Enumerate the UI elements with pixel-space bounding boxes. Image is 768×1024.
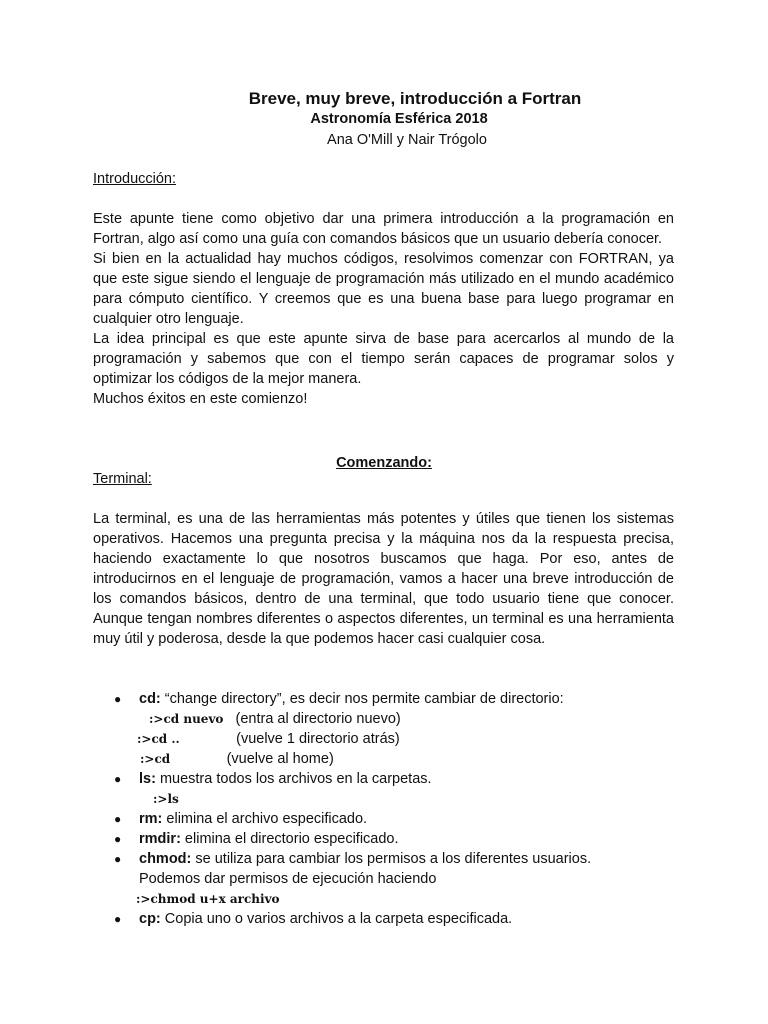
chmod-desc-continued: Podemos dar permisos de ejecución haciendo bbox=[139, 871, 437, 887]
intro-heading: Introducción: bbox=[93, 171, 177, 187]
list-item-cd bbox=[93, 689, 693, 709]
terminal-heading: Terminal: bbox=[93, 471, 152, 487]
command-desc: Copia uno o varios archivos a la carpeta especificada. bbox=[160, 911, 513, 927]
command-example: :>chmod u+x archivo bbox=[136, 892, 280, 906]
bullet-icon: ● bbox=[114, 772, 122, 786]
command-desc: elimina el archivo especificado. bbox=[162, 811, 368, 827]
list-item-chmod bbox=[93, 849, 693, 869]
command-desc: muestra todos los archivos en la carpetas. bbox=[155, 771, 432, 787]
command-desc: “change directory”, es decir nos permite cambiar de directorio: bbox=[160, 691, 564, 707]
command-example-desc: (vuelve al home) bbox=[226, 751, 334, 767]
bullet-icon: ● bbox=[114, 832, 122, 846]
bullet-icon: ● bbox=[114, 852, 122, 866]
command-name: cd: bbox=[139, 691, 161, 707]
command-example: :>cd nuevo bbox=[149, 712, 224, 726]
command-list bbox=[93, 689, 693, 929]
command-example: :>ls bbox=[153, 792, 179, 806]
document-subtitle: Astronomía Esférica 2018 bbox=[310, 111, 488, 127]
list-item-rmdir bbox=[93, 829, 693, 849]
command-name: cp: bbox=[139, 911, 161, 927]
intro-paragraph-4: Muchos éxitos en este comienzo! bbox=[93, 391, 308, 407]
intro-body bbox=[93, 209, 674, 409]
command-example: :>cd .. bbox=[137, 732, 180, 746]
cd-example-1 bbox=[93, 709, 693, 729]
list-item-rm bbox=[93, 809, 693, 829]
list-item-ls bbox=[93, 769, 693, 789]
intro-paragraph-3: La idea principal es que este apunte sirva de base para acercarlos al mundo de la programación y sabemos que con el tiempo serán capaces de programar solos y optimizar los códigos de la mejor manera. bbox=[93, 331, 674, 387]
bullet-icon: ● bbox=[114, 912, 122, 926]
intro-paragraph-1: Este apunte tiene como objetivo dar una primera introducción a la programación en Fortran, algo así como una guía con comandos básicos que un usuario debería conocer. bbox=[93, 211, 674, 247]
comenzando-heading: Comenzando: bbox=[336, 455, 432, 471]
command-example-desc: (entra al directorio nuevo) bbox=[235, 711, 401, 727]
ls-example bbox=[93, 789, 693, 809]
command-name: ls: bbox=[139, 771, 156, 787]
bullet-icon: ● bbox=[114, 812, 122, 826]
command-desc: elimina el directorio especificado. bbox=[180, 831, 399, 847]
document-authors: Ana O'Mill y Nair Trógolo bbox=[327, 132, 487, 148]
cd-example-2 bbox=[93, 729, 693, 749]
terminal-body bbox=[93, 509, 674, 649]
terminal-paragraph: La terminal, es una de las herramientas más potentes y útiles que tienen los sistemas operativos. Hacemos una pregunta precisa y la máquina nos da la respuesta precisa, haciendo exactamente lo que nosotros buscamos que haga. Por eso, antes de introducirnos en el lenguaje de programación, vamos a hacer una breve introducción de los comandos básicos, dentro de una terminal, que todo usuario tiene que conocer. Aunque tengan nombres diferentes o aspectos diferentes, un terminal es una herramienta muy útil y poderosa, desde la que podemos hacer casi cualquier cosa. bbox=[93, 511, 674, 647]
chmod-example bbox=[93, 889, 693, 909]
command-example: :>cd bbox=[140, 752, 171, 766]
list-item-cp bbox=[93, 909, 693, 929]
command-name: chmod: bbox=[139, 851, 192, 867]
command-name: rmdir: bbox=[139, 831, 181, 847]
intro-paragraph-2: Si bien en la actualidad hay muchos códigos, resolvimos comenzar con FORTRAN, ya que este sigue siendo el lenguaje de programación más utilizado en el mundo académico para cómputo científico. Y creemos que es una buena base para luego programar en cualquier otro lenguaje. bbox=[93, 251, 674, 327]
command-example-desc: (vuelve 1 directorio atrás) bbox=[236, 731, 400, 747]
cd-example-3 bbox=[93, 749, 693, 769]
command-desc: se utiliza para cambiar los permisos a los diferentes usuarios. bbox=[191, 851, 592, 867]
document-title: Breve, muy breve, introducción a Fortran bbox=[248, 89, 582, 108]
command-name: rm: bbox=[139, 811, 163, 827]
bullet-icon: ● bbox=[114, 692, 122, 706]
